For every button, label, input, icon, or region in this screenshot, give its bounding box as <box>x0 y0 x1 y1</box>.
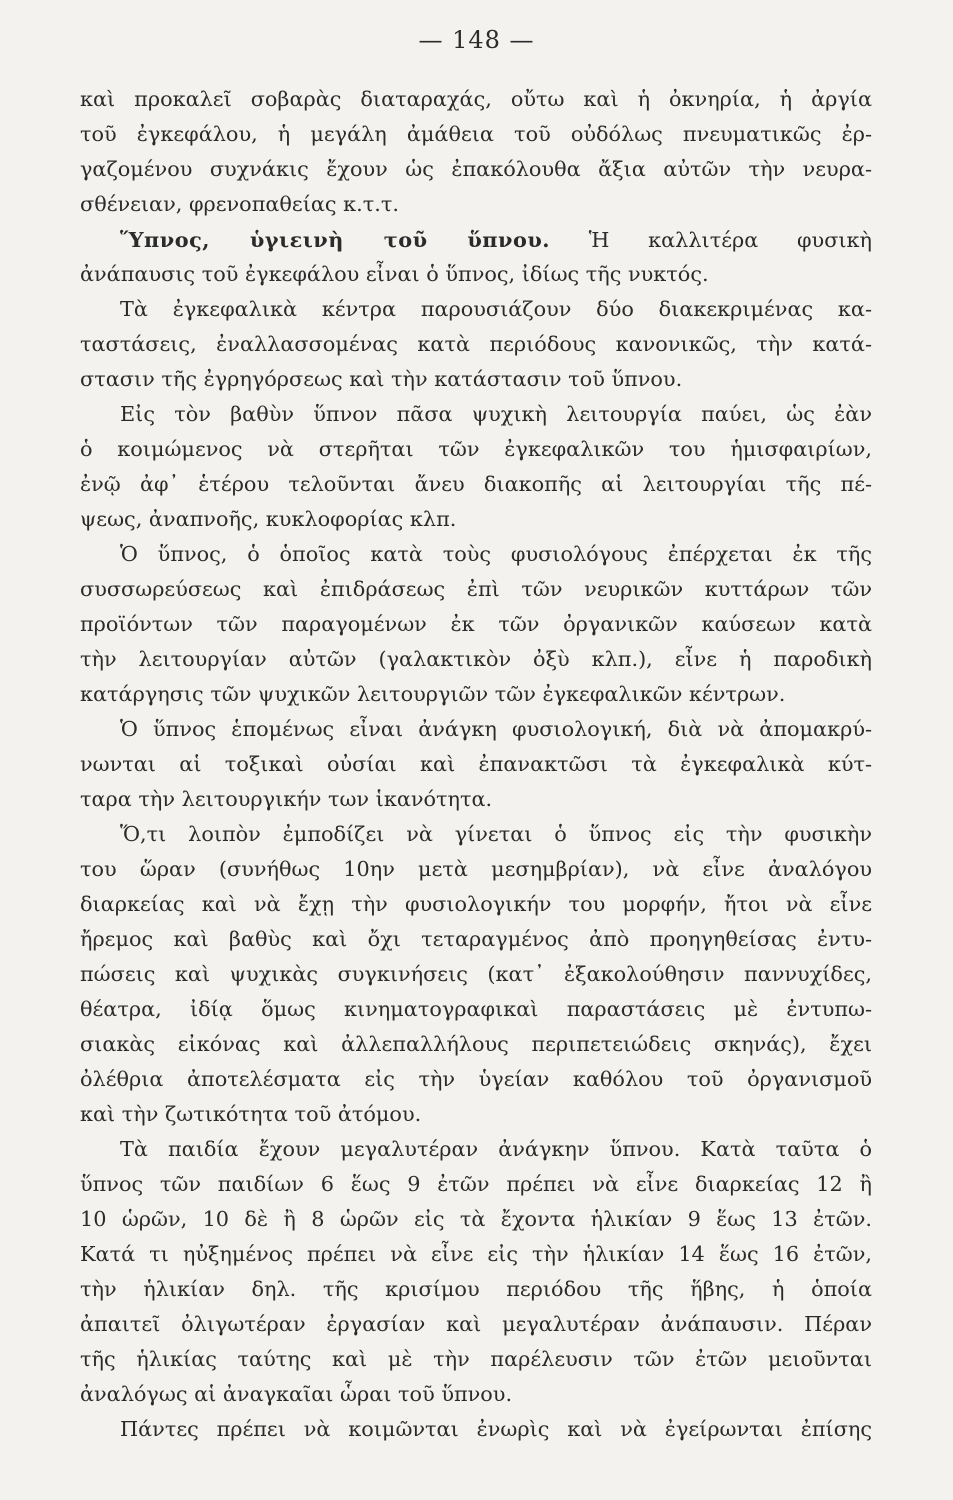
line-text: τὴν λειτουργίαν αὐτῶν (γαλακτικὸν ὀξὺ κλπ.), εἶνε ἡ παροδικὴ <box>80 647 872 671</box>
text-line <box>80 1062 872 1097</box>
body-text <box>80 82 872 1447</box>
line-text: ψεως, ἀναπνοῆς, κυκλοφορίας κλπ. <box>80 507 457 531</box>
line-text: Κατά τι ηὐξημένος πρέπει νὰ εἶνε εἰς τὴν ἡλικίαν 14 ἕως 16 ἐτῶν, <box>80 1242 872 1266</box>
line-text: Πάντες πρέπει νὰ κοιμῶνται ἐνωρὶς καὶ νὰ ἐγείρωνται ἐπίσης <box>120 1417 872 1441</box>
text-line <box>80 782 872 817</box>
text-line <box>80 467 872 502</box>
line-text: τοῦ ἐγκεφάλου, ἡ μεγάλη ἀμάθεια τοῦ οὐδόλως πνευματικῶς ἐρ- <box>80 122 872 146</box>
line-text: σθένειαν, φρενοπαθείας κ.τ.τ. <box>80 192 400 216</box>
line-text: πώσεις καὶ ψυχικὰς συγκινήσεις (κατ᾽ ἐξακολούθησιν παννυχίδες, <box>80 962 872 986</box>
line-text: καὶ προκαλεῖ σοβαρὰς διαταραχάς, οὔτω καὶ ἡ ὀκνηρία, ἡ ἀργία <box>80 87 872 111</box>
text-line <box>80 222 872 257</box>
text-line <box>80 712 872 747</box>
line-text: ὀλέθρια ἀποτελέσματα εἰς τὴν ὑγείαν καθόλου τοῦ ὀργανισμοῦ <box>80 1067 872 1091</box>
line-text: συσσωρεύσεως καὶ ἐπιδράσεως ἐπὶ τῶν νευρικῶν κυττάρων τῶν <box>80 577 872 601</box>
line-text: ταρα τὴν λειτουργικήν των ἱκανότητα. <box>80 787 493 811</box>
text-line <box>80 1097 872 1132</box>
line-text: τὴν ἡλικίαν δηλ. τῆς κρισίμου περιόδου τῆς ἥβης, ἡ ὁποία <box>80 1277 872 1301</box>
text-line <box>80 1237 872 1272</box>
line-text: ὕπνος τῶν παιδίων 6 ἕως 9 ἐτῶν πρέπει νὰ εἶνε διαρκείας 12 ἢ <box>80 1172 872 1196</box>
line-text: νωνται αἱ τοξικαὶ οὐσίαι καὶ ἐπανακτῶσι τὰ ἐγκεφαλικὰ κύτ- <box>80 752 872 776</box>
text-line <box>80 642 872 677</box>
line-text: προϊόντων τῶν παραγομένων ἐκ τῶν ὀργανικῶν καύσεων κατὰ <box>80 612 872 636</box>
text-line <box>80 362 872 397</box>
text-line <box>80 82 872 117</box>
text-line <box>80 957 872 992</box>
text-line <box>80 572 872 607</box>
text-line <box>80 187 872 222</box>
line-text: Ὁ ὕπνος, ὁ ὁποῖος κατὰ τοὺς φυσιολόγους ἐπέρχεται ἐκ τῆς <box>120 542 872 566</box>
text-line <box>80 607 872 642</box>
page-number: — 148 — <box>418 26 535 54</box>
line-text: τῆς ἡλικίας ταύτης καὶ μὲ τὴν παρέλευσιν τῶν ἐτῶν μειοῦνται <box>80 1347 872 1371</box>
text-line <box>80 432 872 467</box>
text-line <box>80 1342 872 1377</box>
line-text: ἀπαιτεῖ ὀλιγωτέραν ἐργασίαν καὶ μεγαλυτέραν ἀνάπαυσιν. Πέραν <box>80 1312 872 1336</box>
line-text: διαρκείας καὶ νὰ ἔχῃ τὴν φυσιολογικήν του μορφήν, ἤτοι νὰ εἶνε <box>80 892 872 916</box>
line-text: ἤρεμος καὶ βαθὺς καὶ ὄχι τεταραγμένος ἀπὸ προηγηθείσας ἐντυ- <box>80 927 872 951</box>
text-line <box>80 1167 872 1202</box>
text-line <box>80 1272 872 1307</box>
line-text: ἀνάπαυσις τοῦ ἐγκεφάλου εἶναι ὁ ὕπνος, ἰδίως τῆς νυκτός. <box>80 262 709 286</box>
line-text: γαζομένου συχνάκις ἔχουν ὡς ἐπακόλουθα ἄξια αὐτῶν τὴν νευρα- <box>80 157 872 181</box>
line-text: καὶ τὴν ζωτικότητα τοῦ ἀτόμου. <box>80 1102 422 1126</box>
text-line <box>80 992 872 1027</box>
text-line <box>80 887 872 922</box>
line-text: του ὥραν (συνήθως 10ην μετὰ μεσημβρίαν), νὰ εἶνε ἀναλόγου <box>80 857 872 881</box>
text-line <box>80 292 872 327</box>
line-text: Τὰ παιδία ἔχουν μεγαλυτέραν ἀνάγκην ὕπνου. Κατὰ ταῦτα ὁ <box>120 1137 872 1161</box>
text-line <box>80 327 872 362</box>
text-line <box>80 1132 872 1167</box>
text-line <box>80 537 872 572</box>
line-text: Τὰ ἐγκεφαλικὰ κέντρα παρουσιάζουν δύο διακεκριμένας κα- <box>120 297 872 321</box>
text-line <box>80 152 872 187</box>
line-text: 10 ὡρῶν, 10 δὲ ἢ 8 ὡρῶν εἰς τὰ ἔχοντα ἡλικίαν 9 ἕως 13 ἐτῶν. <box>80 1207 872 1231</box>
text-line <box>80 1202 872 1237</box>
text-line <box>80 397 872 432</box>
line-text: ἀναλόγως αἱ ἀναγκαῖαι ὧραι τοῦ ὕπνου. <box>80 1382 513 1406</box>
line-text: θέατρα, ἰδίᾳ ὅμως κινηματογραφικαὶ παραστάσεις μὲ ἐντυπω- <box>80 997 872 1021</box>
text-line <box>80 677 872 712</box>
line-text: κατάργησις τῶν ψυχικῶν λειτουργιῶν τῶν ἐγκεφαλικῶν κέντρων. <box>80 682 786 706</box>
text-line <box>80 1027 872 1062</box>
section-heading: Ὕπνος, ὑγιεινὴ τοῦ ὕπνου. <box>120 227 551 252</box>
text-line <box>80 922 872 957</box>
line-text: Εἰς τὸν βαθὺν ὕπνον πᾶσα ψυχικὴ λειτουργία παύει, ὡς ἐὰν <box>120 402 872 426</box>
line-text: ὁ κοιμώμενος νὰ στερῆται τῶν ἐγκεφαλικῶν του ἡμισφαιρίων, <box>80 437 872 461</box>
line-text: Ὁ ὕπνος ἑπομένως εἶναι ἀνάγκη φυσιολογική, διὰ νὰ ἀπομακρύ- <box>120 717 872 741</box>
line-text: ἐνῷ ἀφ᾽ ἑτέρου τελοῦνται ἄνευ διακοπῆς αἱ λειτουργίαι τῆς πέ- <box>80 472 872 496</box>
text-line <box>80 747 872 782</box>
line-text: σιακὰς εἰκόνας καὶ ἀλλεπαλλήλους περιπετειώδεις σκηνάς), ἔχει <box>80 1032 872 1056</box>
text-line <box>80 117 872 152</box>
text-line <box>80 257 872 292</box>
text-line <box>80 1377 872 1412</box>
text-line <box>80 817 872 852</box>
line-text: ταστάσεις, ἐναλλασσομένας κατὰ περιόδους κανονικῶς, τὴν κατά- <box>80 332 872 356</box>
text-line <box>80 1412 872 1447</box>
line-text: στασιν τῆς ἐγρηγόρσεως καὶ τὴν κατάστασιν τοῦ ὕπνου. <box>80 367 683 391</box>
text-line <box>80 502 872 537</box>
text-line <box>80 1307 872 1342</box>
line-text: Ἡ καλλιτέρα φυσικὴ <box>550 228 872 252</box>
line-text: Ὅ,τι λοιπὸν ἐμποδίζει νὰ γίνεται ὁ ὕπνος εἰς τὴν φυσικὴν <box>120 822 872 846</box>
text-line <box>80 852 872 887</box>
